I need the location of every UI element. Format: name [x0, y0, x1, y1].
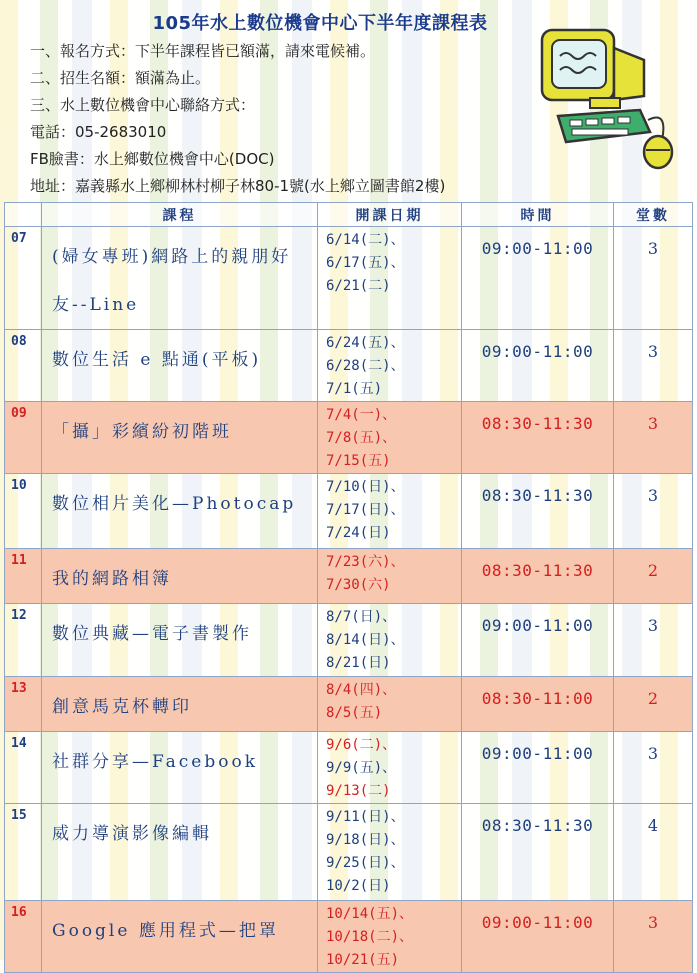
header: [0, 0, 697, 200]
header-count: 堂數: [614, 203, 693, 227]
course-date: 7/8(五)、: [326, 430, 397, 446]
course-date: 7/15(五): [326, 453, 391, 469]
course-time: 08:30-11:30: [462, 402, 614, 474]
table-row: [5, 549, 693, 604]
course-name: 數位相片美化—Photocap: [42, 474, 318, 549]
course-date: 9/13(二): [326, 783, 391, 799]
course-number: 13: [5, 677, 42, 732]
course-date: 8/7(日)、: [326, 609, 397, 625]
table-body: [5, 227, 693, 973]
session-count: 3: [614, 330, 693, 402]
info-line-registration: 一、報名方式：下半年課程皆已額滿，請來電候補。: [30, 42, 376, 60]
table-row: [5, 330, 693, 402]
session-count: 3: [614, 227, 693, 330]
course-date: 9/6(二)、: [326, 737, 397, 753]
course-dates: [318, 901, 462, 973]
course-number: 15: [5, 804, 42, 901]
table-row: [5, 677, 693, 732]
course-date: 7/17(日)、: [326, 502, 405, 518]
course-date: 8/21(日): [326, 655, 391, 671]
session-count: 4: [614, 804, 693, 901]
course-name: 社群分享—Facebook: [42, 732, 318, 804]
course-dates: [318, 474, 462, 549]
session-count: 2: [614, 677, 693, 732]
course-number: 09: [5, 402, 42, 474]
course-name: (婦女專班)網路上的親朋好友--Line: [42, 227, 318, 330]
session-count: 3: [614, 474, 693, 549]
course-dates: [318, 402, 462, 474]
course-number: 12: [5, 604, 42, 677]
table-row: [5, 402, 693, 474]
session-count: 2: [614, 549, 693, 604]
page-title: 105年水上數位機會中心下半年度課程表: [152, 13, 488, 34]
course-dates: [318, 677, 462, 732]
course-date: 8/5(五): [326, 705, 383, 721]
course-date: 8/14(日)、: [326, 632, 405, 648]
session-count: 3: [614, 732, 693, 804]
course-number: 10: [5, 474, 42, 549]
course-date: 9/18(日)、: [326, 832, 405, 848]
course-date: 7/30(六): [326, 577, 391, 593]
course-time: 09:00-11:00: [462, 732, 614, 804]
header-time: 時間: [462, 203, 614, 227]
course-date: 6/21(二): [326, 278, 391, 294]
course-number: 14: [5, 732, 42, 804]
course-date: 10/18(二)、: [326, 929, 414, 945]
table-row: [5, 901, 693, 973]
course-date: 9/11(日)、: [326, 809, 405, 825]
course-name: Google 應用程式—把罩: [42, 901, 318, 973]
course-time: 08:30-11:00: [462, 677, 614, 732]
session-count: 3: [614, 604, 693, 677]
course-date: 6/14(二)、: [326, 232, 405, 248]
course-number: 16: [5, 901, 42, 973]
computer-illustration-icon: [538, 28, 688, 173]
course-date: 6/24(五)、: [326, 335, 405, 351]
course-name: 數位生活 e 點通(平板): [42, 330, 318, 402]
course-date: 8/4(四)、: [326, 682, 397, 698]
course-time: 09:00-11:00: [462, 604, 614, 677]
course-number: 08: [5, 330, 42, 402]
header-num: [5, 203, 42, 227]
info-line-facebook: FB臉書：水上鄉數位機會中心(DOC): [30, 150, 275, 168]
info-line-quota: 二、招生名額：額滿為止。: [30, 69, 211, 87]
course-date: 7/10(日)、: [326, 479, 405, 495]
course-date: 10/21(五): [326, 952, 400, 968]
table-row: [5, 474, 693, 549]
course-time: 09:00-11:00: [462, 330, 614, 402]
course-name: 創意馬克杯轉印: [42, 677, 318, 732]
info-line-phone: 電話：05-2683010: [30, 123, 167, 141]
course-date: 7/23(六)、: [326, 554, 405, 570]
course-dates: [318, 330, 462, 402]
course-dates: [318, 804, 462, 901]
table-row: [5, 732, 693, 804]
info-line-contact: 三、水上數位機會中心聯絡方式：: [30, 96, 256, 114]
course-number: 11: [5, 549, 42, 604]
table-row: [5, 804, 693, 901]
course-dates: [318, 604, 462, 677]
course-name: 威力導演影像編輯: [42, 804, 318, 901]
session-count: 3: [614, 402, 693, 474]
course-dates: [318, 732, 462, 804]
course-name: 我的網路相簿: [42, 549, 318, 604]
course-dates: [318, 549, 462, 604]
course-date: 9/25(日)、: [326, 855, 405, 871]
course-date: 6/17(五)、: [326, 255, 405, 271]
course-dates: [318, 227, 462, 330]
table-row: [5, 227, 693, 330]
course-table: [4, 202, 693, 973]
course-time: 09:00-11:00: [462, 901, 614, 973]
course-date: 10/2(日): [326, 878, 391, 894]
course-time: 08:30-11:30: [462, 804, 614, 901]
info-line-address: 地址：嘉義縣水上鄉柳林村柳子林80-1號(水上鄉立圖書館2樓): [30, 177, 446, 195]
course-name: 數位典藏—電子書製作: [42, 604, 318, 677]
course-time: 08:30-11:30: [462, 474, 614, 549]
table-row: [5, 604, 693, 677]
course-number: 07: [5, 227, 42, 330]
header-dates: 開課日期: [318, 203, 462, 227]
header-course: 課程: [42, 203, 318, 227]
course-date: 10/14(五)、: [326, 906, 414, 922]
session-count: 3: [614, 901, 693, 973]
course-date: 7/24(日): [326, 525, 391, 541]
course-time: 08:30-11:30: [462, 549, 614, 604]
course-date: 9/9(五)、: [326, 760, 397, 776]
table-header-row: [5, 203, 693, 227]
course-time: 09:00-11:00: [462, 227, 614, 330]
course-date: 7/4(一)、: [326, 407, 397, 423]
course-name: 「攝」彩繽紛初階班: [42, 402, 318, 474]
course-date: 7/1(五): [326, 381, 383, 397]
course-date: 6/28(二)、: [326, 358, 405, 374]
